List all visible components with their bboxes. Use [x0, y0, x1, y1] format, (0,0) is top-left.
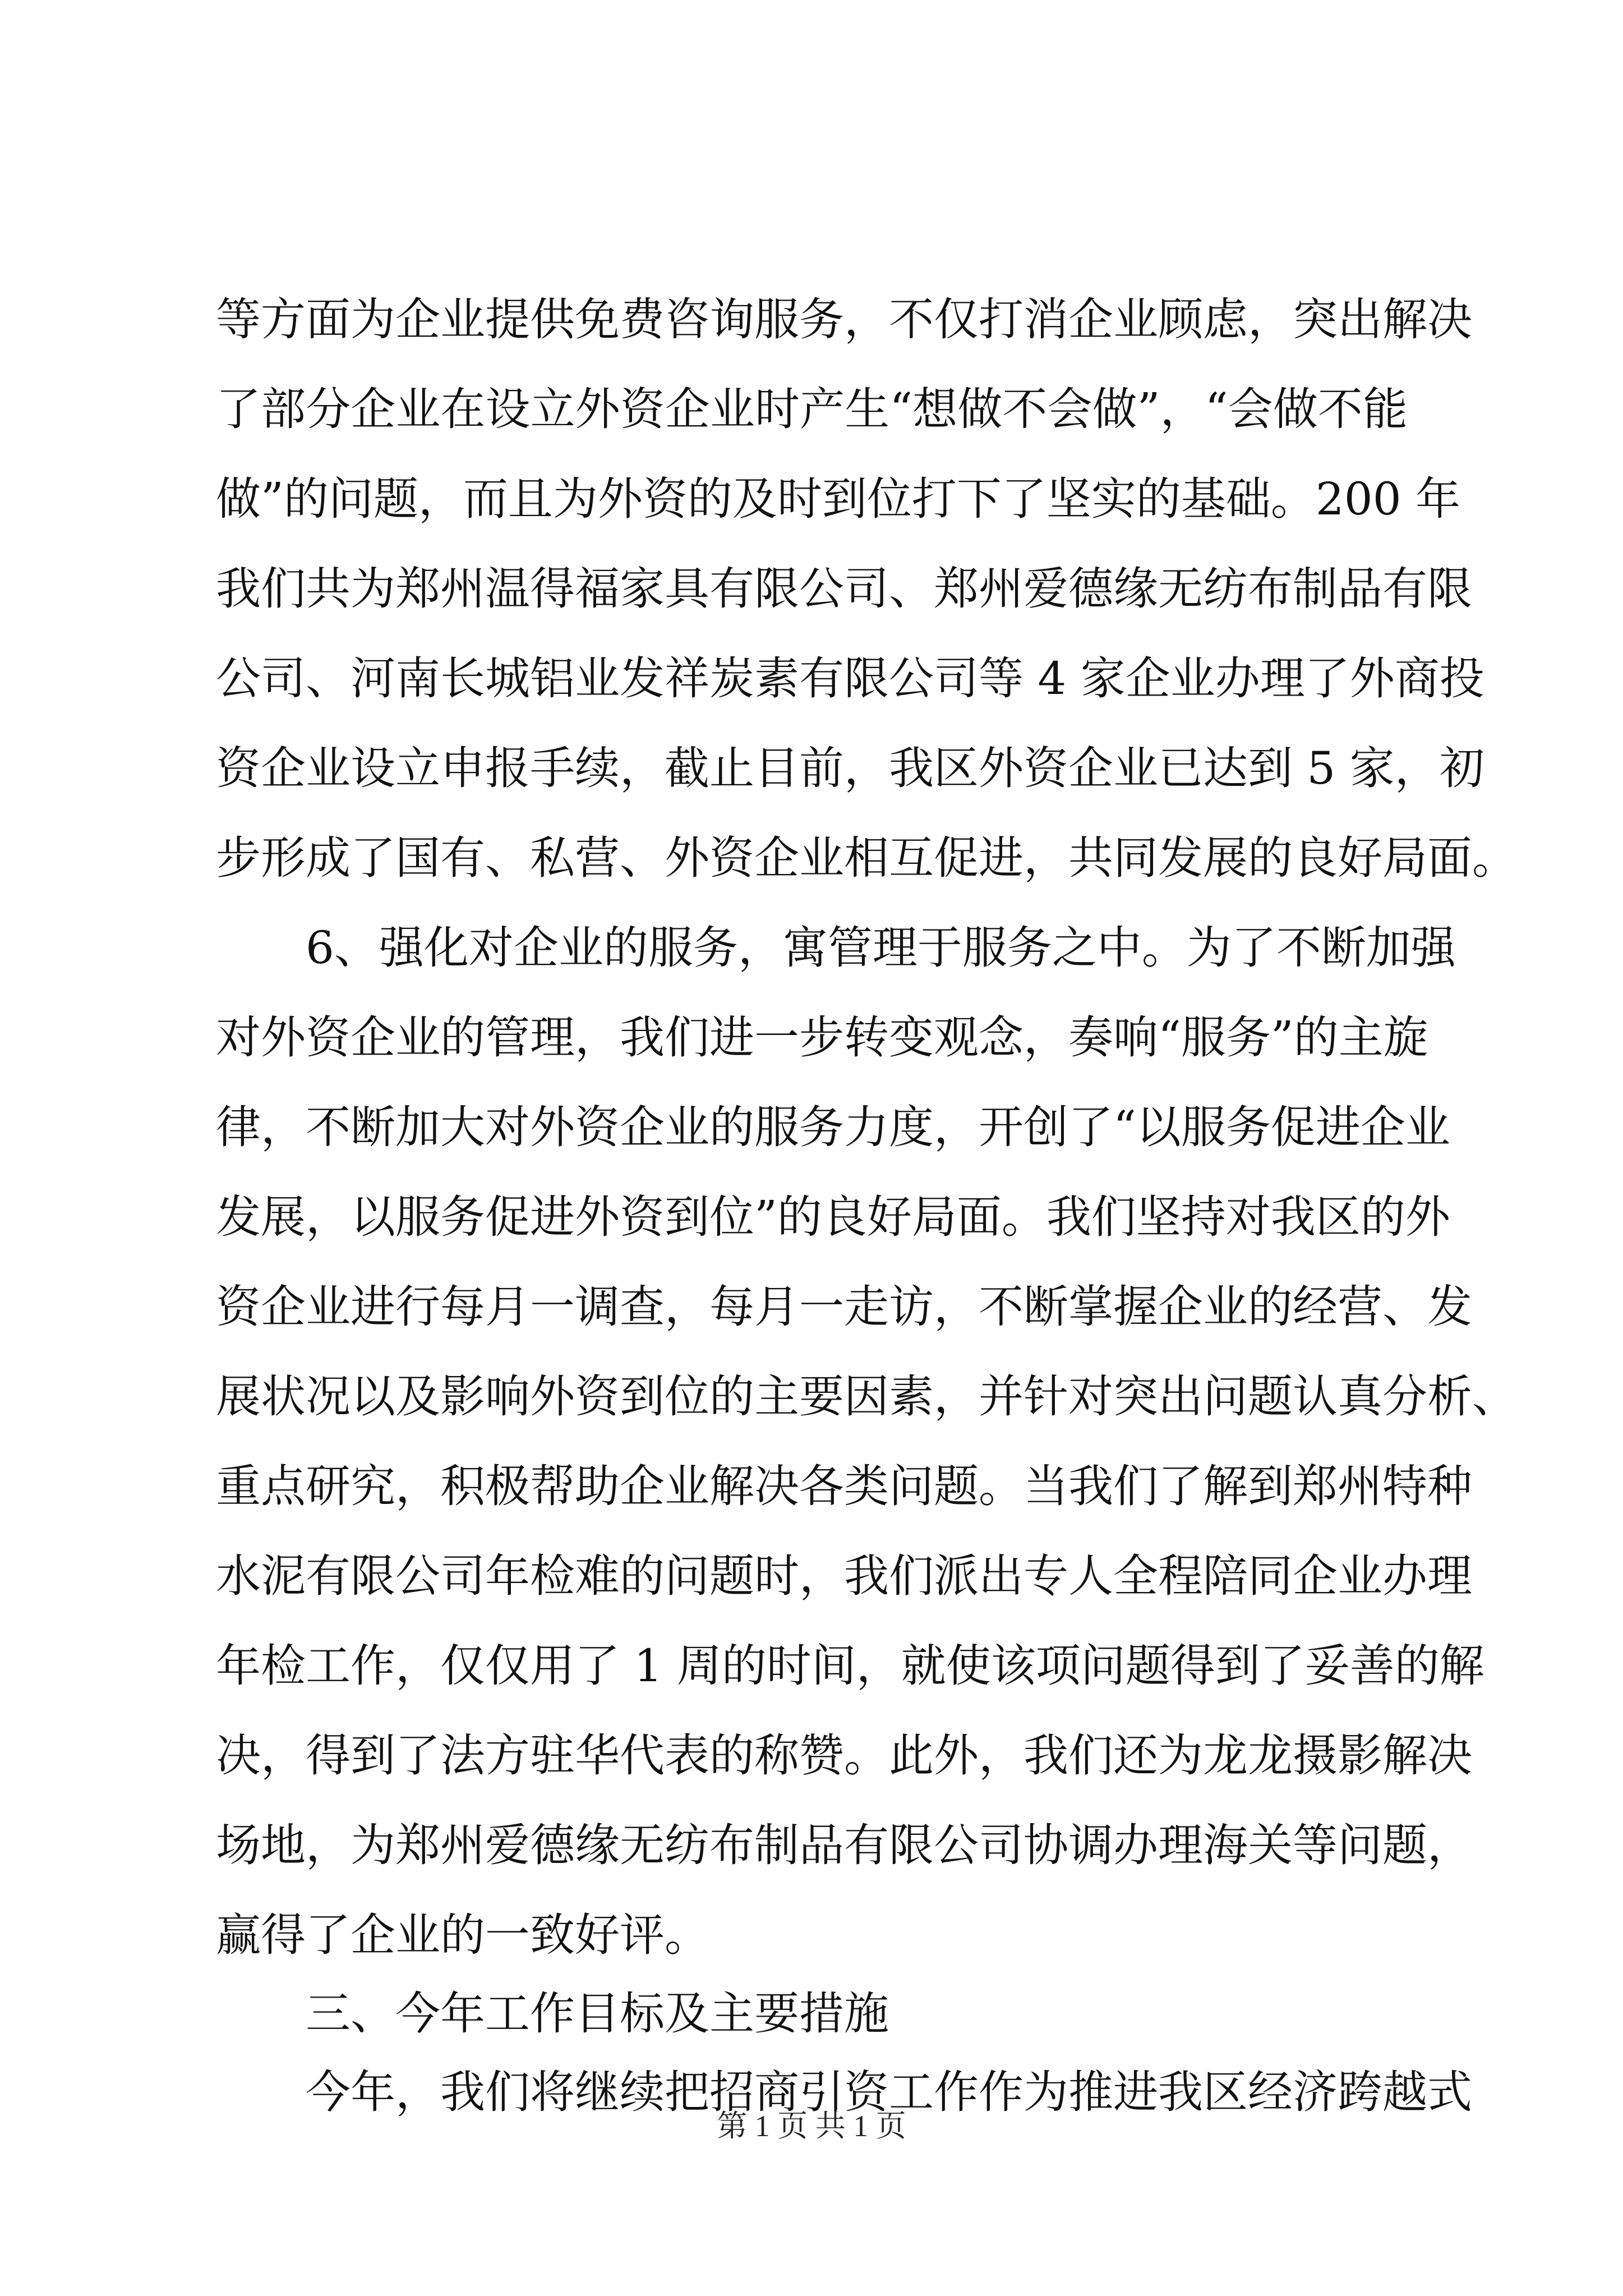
body-line: 资企业进行每月一调查，每月一走访，不断掌握企业的经营、发	[216, 1281, 1472, 1333]
body-line: 水泥有限公司年检难的问题时，我们派出专人全程陪同企业办理	[216, 1550, 1472, 1602]
body-line: 我们共为郑州温得福家具有限公司、郑州爱德缘无纺布制品有限	[216, 563, 1472, 615]
body-line: 重点研究，积极帮助企业解决各类问题。当我们了解到郑州特种	[216, 1460, 1472, 1512]
body-line: 赢得了企业的一致好评。	[216, 1909, 709, 1961]
body-line: 等方面为企业提供免费咨询服务，不仅打消企业顾虑，突出解决	[216, 293, 1472, 346]
body-line: 资企业设立申报手续，截止目前，我区外资企业已达到 5 家，初	[216, 742, 1484, 794]
body-line: 公司、河南长城铝业发祥炭素有限公司等 4 家企业办理了外商投	[216, 652, 1484, 705]
page-footer: 第 1 页 共 1 页	[717, 2109, 906, 2143]
body-line: 发展，以服务促进外资到位”的良好局面。我们坚持对我区的外	[216, 1191, 1450, 1243]
body-line: 展状况以及影响外资到位的主要因素，并针对突出问题认真分析、	[216, 1370, 1517, 1423]
body-line: 律，不断加大对外资企业的服务力度，开创了“以服务促进企业	[216, 1101, 1450, 1153]
paragraph-6-first-line: 6、强化对企业的服务，寓管理于服务之中。为了不断加强	[306, 922, 1456, 974]
body-line: 决，得到了法方驻华代表的称赞。此外，我们还为龙龙摄影解决	[216, 1729, 1472, 1782]
section-heading: 三、今年工作目标及主要措施	[306, 1987, 889, 2040]
paragraph-first-line: 今年，我们将继续把招商引资工作作为推进我区经济跨越式	[306, 2066, 1472, 2118]
body-line: 步形成了国有、私营、外资企业相互促进，共同发展的良好局面。	[216, 832, 1517, 884]
body-line: 场地，为郑州爱德缘无纺布制品有限公司协调办理海关等问题，	[216, 1819, 1472, 1871]
body-line: 做”的问题，而且为外资的及时到位打下了坚实的基础。200 年	[216, 473, 1461, 525]
body-line: 对外资企业的管理，我们进一步转变观念，奏响“服务”的主旋	[216, 1011, 1428, 1064]
body-line: 了部分企业在设立外资企业时产生“想做不会做”，“会做不能	[216, 383, 1408, 435]
body-line: 年检工作，仅仅用了 1 周的时间，就使该项问题得到了妥善的解	[216, 1640, 1484, 1692]
